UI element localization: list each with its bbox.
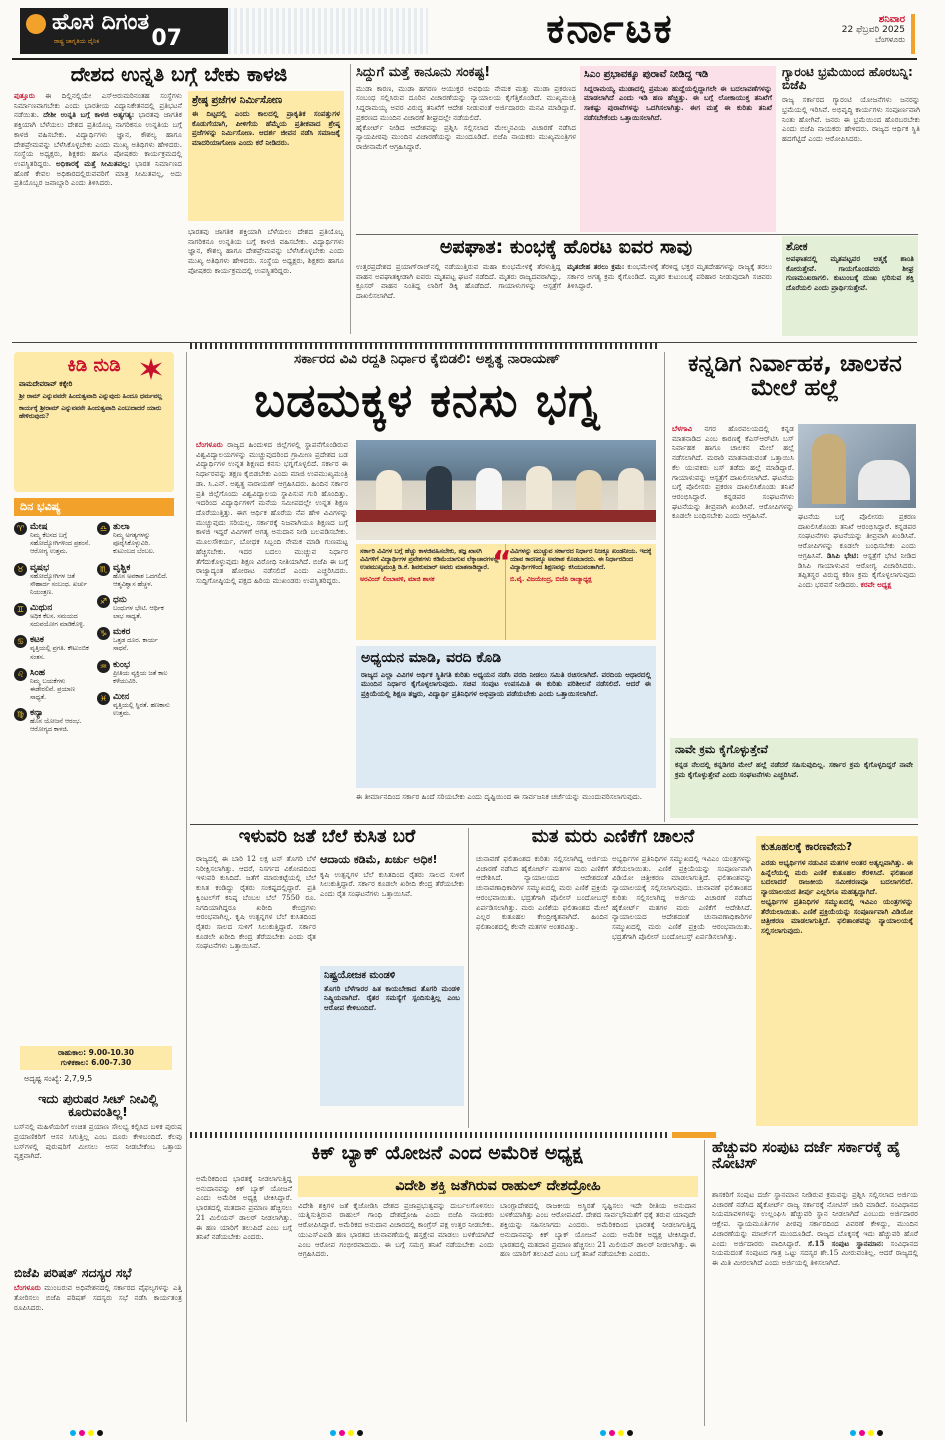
lead-photo bbox=[356, 440, 656, 540]
kidi-line-1: ಶ್ರೀ ರಾಮ್ ಎನ್ನುವವರೇ ಹಿಂದುತ್ವವಾದಿ ಎನ್ನುವುದು ಹಿಂದೂ ಧರ್ಮವಲ್ಲ bbox=[19, 392, 163, 400]
story-conductor-dateline: ಬೆಳಗಾವಿ bbox=[672, 424, 693, 433]
shreshta-body: ಈ ದಿಟ್ಟದಲ್ಲಿ ಎಂದು ಕಾಲದಲ್ಲಿ ಪ್ರಾಕೃತಿಕ ಸಂಪತ್ತುಗಳ ಕೊಡುಗೆಯಾಗಿ, ಪೀಳಿಗೆಯ ಹೆಮ್ಮೆಯ ಪ್ರತೀಕವಾದ ಶ್ರೇಷ್ಠ ಪ್ರಜೆಗಳನ್ನು ನಿರ್ಮಿಸೋಣ. ಆದರ್ಶ ಜೀವನ ನಡೆಸಿ ಸಮಾಜಕ್ಕೆ ಮಾದರಿಯಾಗೋಣ ಎಂದು ಕರೆ ನೀಡಿದರು. bbox=[192, 109, 340, 148]
story-deshada bbox=[14, 64, 344, 334]
story-conductor-body2b: ಘಟನೆಯ ಬಗ್ಗೆ ಪೊಲೀಸರು ಪ್ರಕರಣ ದಾಖಲಿಸಿಕೊಂಡು ತನಿಖೆ ಆರಂಭಿಸಿದ್ದಾರೆ. ಕನ್ನಡಪರ ಸಂಘಟನೆಗಳು ಘಟನೆಯನ್ನು ತೀವ್ರವಾಗಿ ಖಂಡಿಸಿವೆ. ಆರೋಪಿಗಳನ್ನು ಕೂಡಲೇ ಬಂಧಿಸಬೇಕು ಎಂದು ಆಗ್ರಹಿಸಿವೆ. bbox=[798, 512, 916, 560]
horoscope-sign bbox=[97, 522, 174, 557]
story-conductor-body: ನಗರ ಹೊರವಲಯದಲ್ಲಿ ಕನ್ನಡ ಮಾತನಾಡಿದ ಎಂಬ ಕಾರಣಕ್ಕೆ ಕೆಎಸ್ಆರ್‌ಟಿಸಿ ಬಸ್ ನಿರ್ವಾಹಕ ಹಾಗೂ ಚಾಲಕನ ಮೇಲೆ ಹಲ್ಲೆ ನಡೆಸಲಾಗಿದೆ. ಮರಾಠಿ ಮಾತನಾಡುವಂತೆ ಒತ್ತಾಯಿಸಿ ಕೆಲ ಯುವಕರು ಬಸ್ ತಡೆದು ಹಲ್ಲೆ ಮಾಡಿದ್ದಾರೆ. ಗಾಯಾಳುವನ್ನು ಆಸ್ಪತ್ರೆಗೆ ದಾಖಲಿಸಲಾಗಿದೆ. bbox=[672, 424, 794, 482]
kutuhala-box bbox=[756, 836, 918, 1126]
zodiac-icon: ♒ bbox=[97, 660, 110, 673]
lead-study-box bbox=[356, 646, 656, 788]
horoscope-sign-name: ಕುಂಭ bbox=[113, 659, 131, 670]
story-bjp-parishat-body: ಮುಂಬರುವ ಅಧಿವೇಶನದಲ್ಲಿ ಸರ್ಕಾರದ ವೈಫಲ್ಯಗಳನ್ನು ಎತ್ತಿ ತೋರಿಸಲು ಬಿಜೆಪಿ ಪರಿಷತ್ ಸದಸ್ಯರು ಸಭೆ ನಡೆಸಿ ಕಾರ್ಯತಂತ್ರ ರೂಪಿಸಿದರು. bbox=[14, 1283, 182, 1312]
zodiac-icon: ♏ bbox=[97, 563, 110, 576]
kutuhala-body2: ಅಭ್ಯರ್ಥಿಗಳ ಪ್ರತಿನಿಧಿಗಳ ಸಮ್ಮುಖದಲ್ಲಿ ಇವಿಎಂ ಯಂತ್ರಗಳನ್ನು ತೆರೆಯಲಾಯಿತು. ಎಣಿಕೆ ಪ್ರಕ್ರಿಯೆಯನ್ನು ಸಂಪೂರ್ಣವಾಗಿ ವಿಡಿಯೋ ಚಿತ್ರೀಕರಣ ಮಾಡಲಾಗುತ್ತಿದೆ. ಫಲಿತಾಂಶವನ್ನು ನ್ಯಾಯಾಲಯಕ್ಕೆ ಸಲ್ಲಿಸಲಾಗುವುದು. bbox=[761, 896, 913, 936]
horoscope-sign-text: ನಿಮ್ಮ ಅಗತ್ಯಗಳನ್ನು ಪೂರೈಸಿಕೊಳ್ಳುವಿರಿ. ಕುಟುಂಬದ ಬೆಂಬಲ. bbox=[113, 532, 155, 556]
story-guarantee bbox=[782, 66, 920, 232]
lead-kicker: ಸರ್ಕಾರದ ವಿವಿ ರದ್ದತಿ ನಿರ್ಧಾರ ಕೈಬಿಡಲಿ: ಅಶ್ವತ್ಥ ನಾರಾಯಣ್ bbox=[294, 352, 560, 367]
zodiac-icon: ♍ bbox=[14, 708, 27, 721]
lead-dateline: ಬೆಂಗಳೂರು bbox=[196, 440, 223, 449]
story-deshada-body1: ಈ ದಿಲ್ಲಿನಲ್ಲಿಯೇ ಎಸ್ಆರುಮರಿನಂತಹ ಸಂಸ್ಥೆಗಳು ನಿರ್ಮಾಣವಾಗಬೇಕು ಎಂದು ಭಾರತೀಯ ವಿದ್ಯಾನಿಕೇತನದಲ್ಲಿ ಪ್ರತಿಭಟನೆ ನಡೆಯಿತು. bbox=[14, 91, 182, 120]
story-sampatti-body bbox=[712, 1190, 918, 1426]
ilavari-box-body: ತೊಗರಿ ಬೆಳೆಗಾರರ ಹಿತ ಕಾಯಬೇಕಾದ ತೊಗರಿ ಮಂಡಳಿ ನಿಷ್ಕ್ರಿಯವಾಗಿದೆ. ರೈತರ ಸಮಸ್ಯೆಗೆ ಸ್ಪಂದಿಸುತ್ತಿಲ್ಲ ಎಂಬ ಆರೋಪ ಕೇಳಿಬಂದಿದೆ. bbox=[324, 983, 460, 1012]
story-ilavari-col1 bbox=[196, 854, 316, 1124]
lead-headline: ಬಡಮಕ್ಕಳ ಕನಸು ಭಗ್ನ bbox=[253, 376, 601, 427]
zodiac-icon: ♊ bbox=[14, 603, 27, 616]
horoscope-sign bbox=[14, 668, 91, 703]
horoscope-sign-text: ಬಂಧುಗಳ ಭೇಟಿ. ಆರ್ಥಿಕ ಲಾಭ ಸಾಧ್ಯತೆ. bbox=[113, 604, 164, 621]
horoscope-sign-text: ಒತ್ತಡ ದೂರ. ಕಾರ್ಯ ಸಾಧನೆ. bbox=[113, 637, 158, 653]
masthead-date: 22 ಫೆಬ್ರವರಿ 2025 bbox=[841, 25, 905, 35]
horoscope-sign-text: ನಿಮ್ಮ ಬಯಕೆಗಳು ಈಡೇರಲಿವೆ. ಪ್ರಯಾಣ ಸಾಧ್ಯತೆ. bbox=[30, 677, 75, 702]
zodiac-icon: ♎ bbox=[97, 522, 110, 535]
story-accident-sub: ಮೃತದೇಹ ತರಲು ಕ್ರಮ: bbox=[567, 261, 625, 271]
conductor-action-body: ಕನ್ನಡ ನೆಲದಲ್ಲಿ ಕನ್ನಡಿಗರ ಮೇಲೆ ಹಲ್ಲೆ ನಡೆದರೆ ಸಹಿಸುವುದಿಲ್ಲ. ಸರ್ಕಾರ ಕ್ರಮ ಕೈಗೊಳ್ಳದಿದ್ದರೆ ನಾವೇ ಕ್ರಮ ಕೈಗೊಳ್ಳುತ್ತೇವೆ ಎಂದು ಸಂಘಟನೆಗಳು ಎಚ್ಚರಿಸಿವೆ. bbox=[675, 760, 913, 779]
story-matha-body: ಚುನಾವಣೆ ಫಲಿತಾಂಶದ ಕುರಿತು ಸಲ್ಲಿಸಲಾಗಿದ್ದ ಅರ್ಜಿಯ ವಿಚಾರಣೆ ನಡೆಸಿದ ಹೈಕೋರ್ಟ್ ಮತಗಳ ಮರು ಎಣಿಕೆಗೆ ಆದೇಶಿಸಿದೆ. ನ್ಯಾಯಾಲಯದ ಆದೇಶದಂತೆ ಚುನಾವಣಾಧಿಕಾರಿಗಳ ಸಮ್ಮುಖದಲ್ಲಿ ಮರು ಎಣಿಕೆ ಪ್ರಕ್ರಿಯೆ ಆರಂಭವಾಯಿತು. ಭದ್ರತೆಗಾಗಿ ಪೊಲೀಸ್ ಬಂದೋಬಸ್ತ್ ಏರ್ಪಡಿಸಲಾಗಿತ್ತು. bbox=[476, 854, 608, 912]
conductor-action-title: ನಾವೇ ಕ್ರಮ ಕೈಗೊಳ್ಳುತ್ತೇವೆ bbox=[675, 743, 768, 756]
horoscope-sign-name: ತುಲಾ bbox=[113, 522, 130, 532]
horoscope-sign-text: ಪ್ರೀತಿಯ ವ್ಯಕ್ತಿಯ ಜತೆ ಕಾಲ ಕಳೆಯುವಿರಿ. bbox=[113, 669, 168, 685]
conductor-action-box bbox=[670, 738, 918, 818]
horoscope-sign-name: ವೃಶ್ಚಿಕ bbox=[113, 562, 131, 573]
story-ilavari-body2: ಕೃಷಿ ಉತ್ಪನ್ನಗಳ ಬೆಲೆ ಕುಸಿತದಿಂದ ರೈತರು ಸಾಲದ ಸುಳಿಗೆ ಸಿಲುಕುತ್ತಿದ್ದಾರೆ. ಸರ್ಕಾರ ಕೂಡಲೇ ಖರೀದಿ ಕೇಂದ್ರ ತೆರೆಯಬೇಕು ಎಂದು ರೈತ ಸಂಘಟನೆಗಳು ಒತ್ತಾಯಿಸಿವೆ. bbox=[196, 912, 316, 951]
horoscope-sign-text: ನಿಮ್ಮ ಕೆಲಸದ ಬಗ್ಗೆ ಸಹೋದ್ಯೋಗಿಗಳಿಂದ ಪ್ರಶಂಸೆ. ಆರೋಗ್ಯ ಉತ್ತಮ. bbox=[30, 532, 91, 556]
kidi-line-2: ಕಾರ್ಯಕ್ಕೆ ಶ್ರೀರಾಮ್ ಎನ್ನುವವನೇ ಹಿಂದುತ್ವವಾದಿ ಎಂಬುದಾದರೆ ಯಾರು ಹೇಳಿರುವುದು? bbox=[19, 405, 162, 421]
lead-col1-text: ರಾಜ್ಯದ ಹಿಂದುಳಿದ ಜಿಲ್ಲೆಗಳಲ್ಲಿ ಸ್ಥಾಪನೆಗೊಂಡಿರುವ ವಿಶ್ವವಿದ್ಯಾಲಯಗಳನ್ನು ಮುಚ್ಚುವುದರಿಂದ ಗ್ರಾಮೀಣ ಪ್ರದೇಶದ ಬಡ ವಿದ್ಯಾರ್ಥಿಗಳ ಉನ್ನತ ಶಿಕ್ಷಣದ ಕನಸು ಭಗ್ನಗೊಳ್ಳಲಿದೆ. ಸರ್ಕಾರ ಈ ನಿರ್ಧಾರವನ್ನು ತಕ್ಷಣ ಕೈಬಿಡಬೇಕು ಎಂದು ಮಾಜಿ ಉಪಮುಖ್ಯಮಂತ್ರಿ ಡಾ. ಸಿ.ಎನ್. ಅಶ್ವತ್ಥ ನಾರಾಯಣ್ ಆಗ್ರಹಿಸಿದರು. ಹಿಂದಿನ ಸರ್ಕಾರ ಪ್ರತಿ ಜಿಲ್ಲೆಗೊಂದು ವಿಶ್ವವಿದ್ಯಾಲಯ ಸ್ಥಾಪಿಸುವ ಗುರಿ ಹೊಂದಿತ್ತು. ಇದರಿಂದ ವಿದ್ಯಾರ್ಥಿಗಳಿಗೆ ಮನೆಯ ಸಮೀಪದಲ್ಲೇ ಉನ್ನತ ಶಿಕ್ಷಣ ದೊರೆಯುತ್ತಿತ್ತು. ಈಗ ಆರ್ಥಿಕ ಹೊರೆಯ ನೆಪ ಹೇಳಿ ವಿವಿಗಳನ್ನು ಮುಚ್ಚುವುದು ಸರಿಯಲ್ಲ. bbox=[196, 440, 348, 527]
kickback-sub-headline: ವಿದೇಶಿ ಶಕ್ತಿ ಜತೆಗಿರುವ ರಾಹುಲ್ ದೇಶದ್ರೋಹಿ bbox=[298, 1176, 698, 1197]
horoscope-sign-name: ಮಕರ bbox=[113, 627, 131, 638]
story-sampatti-headline: ಹೆಚ್ಚುವರಿ ಸಂಪುಟ ದರ್ಜೆ ಸರ್ಕಾರಕ್ಕೆ ಹೈ ನೋಟಿಸ್ bbox=[712, 1140, 901, 1172]
story-deshada-body2: ಭಾರತವು ಜಾಗತಿಕ ಶಕ್ತಿಯಾಗಿ ಬೆಳೆಯಲು ದೇಶದ ಪ್ರತಿಯೊಬ್ಬ ನಾಗರಿಕನೂ ಉನ್ನತಿಯ ಬಗ್ಗೆ ಕಾಳಜಿ ವಹಿಸಬೇಕು. ವಿದ್ಯಾರ್ಥಿಗಳು ಜ್ಞಾನ, ಕೌಶಲ್ಯ ಹಾಗೂ ದೇಶಪ್ರೇಮವನ್ನು ಬೆಳೆಸಿಕೊಳ್ಳಬೇಕು ಎಂದು ಮುಖ್ಯ ಅತಿಥಿಗಳು ಹೇಳಿದರು. ಸಂಸ್ಥೆಯ ಅಧ್ಯಕ್ಷರು, ಶಿಕ್ಷಕರು ಹಾಗೂ ಪೋಷಕರು ಕಾರ್ಯಕ್ರಮದಲ್ಲಿ ಉಪಸ್ಥಿತರಿದ್ದರು. bbox=[14, 110, 182, 169]
lead-study-body: ರಾಜ್ಯದ ಎಲ್ಲಾ ವಿವಿಗಳ ಆರ್ಥಿಕ ಸ್ಥಿತಿಗತಿ ಕುರಿತು ಅಧ್ಯಯನ ನಡೆಸಿ ವರದಿ ನೀಡಲು ಸಮಿತಿ ರಚಿಸಲಾಗಿದೆ. ವರದಿಯ ಆಧಾರದಲ್ಲಿ ಮುಂದಿನ ನಿರ್ಧಾರ ಕೈಗೊಳ್ಳಲಾಗುವುದು. ಸಚಿವ ಸಂಪುಟ ಉಪಸಮಿತಿ ಈ ಕುರಿತು ಪರಿಶೀಲನೆ ನಡೆಸಲಿದೆ. ಆದರೆ ಈ ಪ್ರಕ್ರಿಯೆಯಲ್ಲಿ ಶಿಕ್ಷಣ ತಜ್ಞರು, ವಿದ್ಯಾರ್ಥಿ ಪ್ರತಿನಿಧಿಗಳ ಅಭಿಪ್ರಾಯ ಪಡೆಯಬೇಕು ಎಂದು ಒತ್ತಾಯಿಸಲಾಗಿದೆ. bbox=[361, 669, 651, 699]
kidi-title: ಕಿಡಿ ನುಡಿ bbox=[67, 355, 121, 376]
zodiac-icon: ♈ bbox=[14, 522, 27, 535]
story-matha-headline: ಮತ ಮರು ಎಣಿಕೆಗೆ ಚಾಲನೆ bbox=[531, 828, 695, 847]
horoscope-sign-text: ಸಹೋದ್ಯೋಗಿಗಳ ಜತೆ ಸೌಹಾರ್ದ ಸಂಬಂಧ. ಖರ್ಚು ನಿಯಂತ್ರಣ. bbox=[30, 572, 88, 596]
story-matha-body3: ಮರು ಎಣಿಕೆಯ ಫಲಿತಾಂಶದ ಮೇಲೆ ಎಲ್ಲರ ಕುತೂಹಲ ಕೇಂದ್ರೀಕೃತವಾಗಿದೆ. ಹಿಂದಿನ ಫಲಿತಾಂಶದಲ್ಲಿ ಕೆಲವೇ ಮತಗಳ ಅಂತರವಿತ್ತು. bbox=[476, 902, 608, 932]
story-kickback-headline: ಕಿಕ್ ಬ್ಯಾಕ್ ಯೋಜನೆ ಎಂದ ಅಮೆರಿಕ ಅಧ್ಯಕ್ಷ bbox=[311, 1144, 583, 1164]
story-sidduge-body2: ಹೈಕೋರ್ಟ್ ನೀಡಿದ ಆದೇಶವನ್ನು ಪ್ರಶ್ನಿಸಿ ಸಲ್ಲಿಸಲಾದ ಮೇಲ್ಮನವಿಯ ವಿಚಾರಣೆ ನಡೆಸಿದ ನ್ಯಾಯಪೀಠವು ಮುಂದಿನ ವಿಚಾರಣೆಯನ್ನು ಮುಂದೂಡಿದೆ. ಬಿಜೆಪಿ ನಾಯಕರು ಮುಖ್ಯಮಂತ್ರಿಗಳ ರಾಜೀನಾಮೆಗೆ ಆಗ್ರಹಿಸಿದ್ದಾರೆ. bbox=[356, 122, 576, 151]
story-sampatti-text2: ನ್ಯಾಯಮೂರ್ತಿಗಳ ಪೀಠವು ಸರ್ಕಾರದಿಂದ ವಿವರಣೆ ಕೇಳಿದ್ದು, ಮುಂದಿನ ವಿಚಾರಣೆಯನ್ನು ಮಾರ್ಚ್‌ಗೆ ಮುಂದೂಡಿದೆ. ರಾಜ್ಯದ ಬೊಕ್ಕಸಕ್ಕೆ ಇದು ಹೆಚ್ಚುವರಿ ಹೊರೆ ಎಂದು ಅರ್ಜಿದಾರರು ವಾದಿಸಿದ್ದಾರೆ. bbox=[712, 1219, 918, 1248]
horoscope-timings bbox=[20, 1046, 172, 1070]
quote-mark-icon: “ bbox=[492, 545, 512, 580]
story-ilavari-headline: ಇಳುವರಿ ಜತೆ ಬೆಲೆ ಕುಸಿತ ಬರೆ bbox=[238, 828, 416, 847]
story-accident-body: ಉತ್ತರಪ್ರದೇಶದ ಪ್ರಯಾಗ್‌ರಾಜ್‌ನಲ್ಲಿ ನಡೆಯುತ್ತಿರುವ ಮಹಾ ಕುಂಭಮೇಳಕ್ಕೆ ತೆರಳುತ್ತಿದ್ದ ವಾಹನ ಅಪಘಾತಕ್ಕೀಡಾಗಿ ಐವರು ಮೃತಪಟ್ಟ ಘಟನೆ ನಡೆದಿದೆ. ಮೃತರು ರಾಜ್ಯದವರಾಗಿದ್ದು, ಕ್ರೂಸರ್ ವಾಹನ ನಿಂತಿದ್ದ ಲಾರಿಗೆ ಡಿಕ್ಕಿ ಹೊಡೆದಿದೆ. ಗಾಯಾಳುಗಳನ್ನು ಆಸ್ಪತ್ರೆಗೆ ದಾಖಲಿಸಲಾಗಿದೆ. bbox=[356, 261, 561, 301]
condolence-title: ಶೋಕ bbox=[786, 240, 808, 253]
story-purushara-headline: ಇದು ಪುರುಷರ ಸೀಟ್ ನೀವಿಲ್ಲಿ ಕೂರುವಂತಿಲ್ಲ! bbox=[38, 1092, 158, 1120]
story-deshada-col2: ಭಾರತವು ಜಾಗತಿಕ ಶಕ್ತಿಯಾಗಿ ಬೆಳೆಯಲು ದೇಶದ ಪ್ರತಿಯೊಬ್ಬ ನಾಗರಿಕನೂ ಉನ್ನತಿಯ ಬಗ್ಗೆ ಕಾಳಜಿ ವಹಿಸಬೇಕು. ವಿದ್ಯಾರ್ಥಿಗಳು ಜ್ಞಾನ, ಕೌಶಲ್ಯ ಹಾಗೂ ದೇಶಪ್ರೇಮವನ್ನು ಬೆಳೆಸಿಕೊಳ್ಳಬೇಕು ಎಂದು ಮುಖ್ಯ ಅತಿಥಿಗಳು ಹೇಳಿದರು. ಸಂಸ್ಥೆಯ ಅಧ್ಯಕ್ಷರು, ಶಿಕ್ಷಕರು ಹಾಗೂ ಪೋಷಕರು ಕಾರ್ಯಕ್ರಮದಲ್ಲಿ ಉಪಸ್ಥಿತರಿದ್ದರು. bbox=[188, 227, 344, 275]
story-ilavari-body: ರಾಜ್ಯದಲ್ಲಿ ಈ ಬಾರಿ 12 ಲಕ್ಷ ಟನ್ ತೊಗರಿ ಬೆಳೆ ನಿರೀಕ್ಷಿಸಲಾಗಿತ್ತು. ಆದರೆ, ನಿಸರ್ಗದ ವಿಕೋಪದಿಂದ ಇಳುವರಿ ಕುಸಿದಿದೆ. ಜತೆಗೆ ಮಾರುಕಟ್ಟೆಯಲ್ಲಿ ಬೆಲೆ ಕುಸಿತ ಕಂಡಿದ್ದು ರೈತರು ಸಂಕಷ್ಟದಲ್ಲಿದ್ದಾರೆ. ಪ್ರತಿ ಕ್ವಿಂಟಲ್‌ಗೆ ಕನಿಷ್ಠ ಬೆಂಬಲ ಬೆಲೆ 7550 ರೂ. ನಿಗದಿಯಾಗಿದ್ದರೂ ಖರೀದಿ ಕೇಂದ್ರಗಳು ಆರಂಭವಾಗಿಲ್ಲ. bbox=[196, 854, 316, 922]
horoscope-sign bbox=[14, 708, 91, 734]
registration-marks-right bbox=[850, 1430, 883, 1436]
cm-evidence-box bbox=[580, 66, 776, 232]
page-number: 07 bbox=[151, 26, 182, 51]
zodiac-icon: ♌ bbox=[14, 668, 27, 681]
story-bjp-parishat bbox=[14, 1266, 182, 1426]
story-matha-body2b: ಚುನಾವಣೆ ಫಲಿತಾಂಶದ ಕುರಿತು ಸಲ್ಲಿಸಲಾಗಿದ್ದ ಅರ್ಜಿಯ ವಿಚಾರಣೆ ನಡೆಸಿದ ಹೈಕೋರ್ಟ್ ಮತಗಳ ಮರು ಎಣಿಕೆಗೆ ಆದೇಶಿಸಿದೆ. ನ್ಯಾಯಾಲಯದ ಆದೇಶದಂತೆ ಚುನಾವಣಾಧಿಕಾರಿಗಳ ಸಮ್ಮುಖದಲ್ಲಿ ಮರು ಎಣಿಕೆ ಪ್ರಕ್ರಿಯೆ ಆರಂಭವಾಯಿತು. ಭದ್ರತೆಗಾಗಿ ಪೊಲೀಸ್ ಬಂದೋಬಸ್ತ್ ಏರ್ಪಡಿಸಲಾಗಿತ್ತು. bbox=[612, 883, 752, 941]
zodiac-icon: ♋ bbox=[14, 635, 27, 648]
masthead-stripe bbox=[228, 8, 428, 54]
story-purushara bbox=[14, 1092, 182, 1262]
registration-marks-center bbox=[330, 1430, 363, 1436]
logo-text: ಹೊಸ ದಿಗಂತ bbox=[52, 10, 150, 35]
lucky-number: ಅದೃಷ್ಟ ಸಂಖ್ಯೆ: 2,7,9,5 bbox=[24, 1074, 93, 1083]
lead-tail: ಈ ತೀರ್ಮಾನದಿಂದ ಸರ್ಕಾರ ಹಿಂದೆ ಸರಿಯಬೇಕು ಎಂದು ದೃಷ್ಟಿಯಿಂದ ಈ ಸಾರ್ವಜನಿಕ ಚರ್ಚೆಯನ್ನು ಮುಂದುವರಿಸಲಾಗುವುದು. bbox=[356, 792, 643, 801]
cm-evidence-headline: ಸಿಎಂ ಪ್ರಭಾವಕ್ಕೂ ಪುರಾವೆ ನೀಡಿದ್ದ ಇಡಿ bbox=[584, 69, 709, 80]
story-accident bbox=[356, 238, 776, 336]
kickback-sub-body2: ಬಾಂಗ್ಲಾದೇಶದಲ್ಲಿ ರಾಜಕೀಯ ಅಸ್ಥಿರತೆ ಸೃಷ್ಟಿಸಲು ಇದೇ ರೀತಿಯ ಅನುದಾನ ಬಳಕೆಯಾಗಿತ್ತು ಎಂಬ ಆರೋಪವಿದೆ. ದೇಶದ ಸಾರ್ವಭೌಮತೆಗೆ ಧಕ್ಕೆ ತರುವ ಯಾವುದೇ ಶಕ್ತಿಯನ್ನು ಸಹಿಸಲಾಗದು ಎಂದರು. bbox=[500, 1200, 696, 1230]
kidi-author: ವಾಮದೇವರಾವ್ ಕಕ್ಕೇರಿ bbox=[19, 379, 73, 388]
masthead-day: ಶನಿವಾರ bbox=[878, 14, 905, 25]
kickback-sub-body-cont: ಅಮೆರಿಕದಿಂದ ಭಾರತಕ್ಕೆ ನೀಡಲಾಗುತ್ತಿದ್ದ ಅನುದಾನವನ್ನು ಕಿಕ್ ಬ್ಯಾಕ್ ಯೋಜನೆ ಎಂದು ಅಮೆರಿಕ ಅಧ್ಯಕ್ಷ ಟೀಕಿಸಿದ್ದಾರೆ. ಭಾರತದಲ್ಲಿ ಮತದಾನ ಪ್ರಮಾಣ ಹೆಚ್ಚಿಸಲು 21 ಮಿಲಿಯನ್ ಡಾಲರ್ ನೀಡಲಾಗಿತ್ತು. ಈ ಹಣ ಯಾರಿಗೆ ತಲುಪಿದೆ ಎಂಬ ಬಗ್ಗೆ ತನಿಖೆ ನಡೆಯಬೇಕು ಎಂದರು. bbox=[500, 1220, 696, 1259]
horoscope-sign-name: ವೃಷಭ bbox=[30, 562, 50, 573]
story-bjp-parishat-dateline: ಬೆಂಗಳೂರು bbox=[14, 1283, 41, 1293]
story-ilavari-col2: ಕೃಷಿ ಉತ್ಪನ್ನಗಳ ಬೆಲೆ ಕುಸಿತದಿಂದ ರೈತರು ಸಾಲದ ಸುಳಿಗೆ ಸಿಲುಕುತ್ತಿದ್ದಾರೆ. ಸರ್ಕಾರ ಕೂಡಲೇ ಖರೀದಿ ಕೇಂದ್ರ ತೆರೆಯಬೇಕು ಎಂದು ರೈತ ಸಂಘಟನೆಗಳು ಒತ್ತಾಯಿಸಿವೆ. bbox=[320, 869, 464, 898]
zodiac-icon: ♓ bbox=[97, 692, 110, 705]
kutuhala-body: ಎರಡು ಅಭ್ಯರ್ಥಿಗಳ ನಡುವಿನ ಮತಗಳ ಅಂತರ ಅತ್ಯಲ್ಪವಾಗಿತ್ತು. ಈ ಹಿನ್ನೆಲೆಯಲ್ಲಿ ಮರು ಎಣಿಕೆ ಕುತೂಹಲ ಕೆರಳಿಸಿದೆ. ಫಲಿತಾಂಶ ಬದಲಾದರೆ ರಾಜಕೀಯ ಸಮೀಕರಣವೂ ಬದಲಾಗಲಿದೆ. ನ್ಯಾಯಾಲಯದ ತೀರ್ಪು ಎಲ್ಲರಿಗೂ ಮಹತ್ವದ್ದಾಗಿದೆ. bbox=[761, 858, 913, 897]
registration-marks-mid bbox=[600, 1430, 633, 1436]
story-purushara-body: ಬಸ್‌ನಲ್ಲಿ ಮಹಿಳೆಯರಿಗೆ ಉಚಿತ ಪ್ರಯಾಣ ಸೌಲಭ್ಯ ಕಲ್ಪಿಸಿದ ಬಳಿಕ ಪುರುಷ ಪ್ರಯಾಣಿಕರಿಗೆ ಆಸನ ಸಿಗುತ್ತಿಲ್ಲ ಎಂಬ ದೂರು ಕೇಳಿಬಂದಿದೆ. ಕೆಲವು ಬಸ್‌ಗಳಲ್ಲಿ ಪುರುಷರಿಗೆ ಮೀಸಲು ಆಸನ ನೀಡಬೇಕೆಂಬ ಒತ್ತಾಯ ವ್ಯಕ್ತವಾಗಿದೆ. bbox=[14, 1122, 182, 1161]
story-matha-body2: ಅಭ್ಯರ್ಥಿಗಳ ಪ್ರತಿನಿಧಿಗಳ ಸಮ್ಮುಖದಲ್ಲಿ ಇವಿಎಂ ಯಂತ್ರಗಳನ್ನು ತೆರೆಯಲಾಯಿತು. ಎಣಿಕೆ ಪ್ರಕ್ರಿಯೆಯನ್ನು ಸಂಪೂರ್ಣವಾಗಿ ವಿಡಿಯೋ ಚಿತ್ರೀಕರಣ ಮಾಡಲಾಗುತ್ತಿದೆ. ಫಲಿತಾಂಶವನ್ನು ನ್ಯಾಯಾಲಯಕ್ಕೆ ಸಲ್ಲಿಸಲಾಗುವುದು. bbox=[612, 854, 752, 893]
logo-flame-icon bbox=[26, 14, 46, 34]
horoscope-sign bbox=[14, 603, 91, 629]
horoscope-sign bbox=[97, 627, 174, 653]
horoscope-sign bbox=[14, 635, 91, 661]
horoscope-sign-name: ಮಿಥುನ bbox=[30, 603, 53, 614]
horoscope-sign bbox=[97, 660, 174, 686]
horoscope-sign bbox=[14, 522, 91, 557]
horoscope-sign-text: ಹೊಸ ಯೋಜನೆ ಆರಂಭ. ಆರೋಗ್ಯದ ಕಾಳಜಿ. bbox=[30, 718, 82, 734]
kickback-sub-body: ವಿದೇಶಿ ಶಕ್ತಿಗಳ ಜತೆ ಕೈಜೋಡಿಸಿ ದೇಶದ ಪ್ರಜಾಪ್ರಭುತ್ವವನ್ನು ದುರ್ಬಲಗೊಳಿಸಲು ಯತ್ನಿಸುತ್ತಿರುವ ರಾಹುಲ್ ಗಾಂಧಿ ದೇಶದ್ರೋಹಿ ಎಂದು ಬಿಜೆಪಿ ನಾಯಕರು ಆರೋಪಿಸಿದ್ದಾರೆ. ಅಮೆರಿಕದ ಅನುದಾನ ವಿಚಾರದಲ್ಲಿ ಕಾಂಗ್ರೆಸ್ ಪಕ್ಷ ಉತ್ತರ ನೀಡಬೇಕು. ಯುಎಸ್ಎಐಡಿ ಹಣ ಭಾರತದ ಚುನಾವಣೆಯಲ್ಲಿ ಹಸ್ತಕ್ಷೇಪ ಮಾಡಲು ಬಳಕೆಯಾಗಿದೆ ಎಂಬ ಆರೋಪ ಗಂಭೀರವಾದುದು. ಈ ಬಗ್ಗೆ ಸಮಗ್ರ ತನಿಖೆ ನಡೆಯಬೇಕು ಎಂದು ಆಗ್ರಹಿಸಿದರು. bbox=[298, 1200, 494, 1259]
zodiac-icon: ♉ bbox=[14, 563, 27, 576]
lead-col1 bbox=[196, 440, 348, 820]
horoscope-sign-text: ಹೊಸ ಅವಕಾಶ ಒದಗಲಿದೆ. ಆತ್ಮವಿಶ್ವಾಸ ಹೆಚ್ಚಳ. bbox=[113, 572, 168, 588]
masthead-rule bbox=[12, 58, 917, 60]
horoscope-sign bbox=[97, 563, 174, 589]
story-accident-headline: ಅಪಘಾತ: ಕುಂಭಕ್ಕೆ ಹೊರಟ ಐವರ ಸಾವು bbox=[439, 238, 693, 258]
kidi-box bbox=[14, 352, 174, 492]
story-deshada-sub2: ಅಧಿಕಾರಕ್ಕೆ ಮತ್ತೆ ಸೀಮಿತವಲ್ಲ: bbox=[56, 159, 131, 169]
zodiac-icon: ♐ bbox=[97, 595, 110, 608]
horoscope-sign-name: ಕನ್ಯಾ bbox=[30, 708, 44, 719]
ilavari-box-title: ನಿಷ್ಪ್ರಯೋಜಕ ಮಂಡಳಿ bbox=[324, 969, 396, 981]
shreshta-box bbox=[188, 91, 344, 221]
shreshta-title: ಶ್ರೇಷ್ಠ ಪ್ರಜೆಗಳ ನಿರ್ಮಿಸೋಣ bbox=[192, 95, 283, 106]
story-conductor-col1 bbox=[672, 424, 794, 724]
condolence-box bbox=[782, 236, 918, 336]
masthead-logo bbox=[20, 8, 230, 54]
story-guarantee-headline: ಗ್ಯಾರಂಟಿ ಭ್ರಮೆಯಿಂದ ಹೊರಬನ್ನಿ: ಬಿಜೆಪಿ bbox=[782, 66, 913, 92]
horoscope-grid bbox=[14, 522, 174, 1042]
masthead-city: ಬೆಂಗಳೂರು bbox=[875, 35, 905, 44]
kutuhala-title: ಕುತೂಹಲಕ್ಕೆ ಕಾರಣವೇನು? bbox=[761, 841, 853, 853]
condolence-body: ಅಪಘಾತದಲ್ಲಿ ಮೃತಪಟ್ಟವರ ಆತ್ಮಕ್ಕೆ ಶಾಂತಿ ಕೋರುತ್ತೇವೆ. ಗಾಯಗೊಂಡವರು ಶೀಘ್ರ ಗುಣಮುಖರಾಗಲಿ. ಕುಟುಂಬಕ್ಕೆ ದುಃಖ ಭರಿಸುವ ಶಕ್ತಿ ದೊರೆಯಲಿ ಎಂದು ಪ್ರಾರ್ಥಿಸುತ್ತೇವೆ. bbox=[786, 254, 914, 293]
story-conductor-body3: ಆಸ್ಪತ್ರೆಗೆ ಭೇಟಿ ನೀಡಿದ ಡಿಸಿಪಿ ಗಾಯಾಳುವಿನ ಆರೋಗ್ಯ ವಿಚಾರಿಸಿದರು. ತಪ್ಪಿತಸ್ಥರ ವಿರುದ್ಧ ಕಠಿಣ ಕ್ರಮ ಕೈಗೊಳ್ಳಲಾಗುವುದು ಎಂದು ಭರವಸೆ ನೀಡಿದರು. bbox=[798, 550, 916, 590]
horoscope-sign-text: ವೃತ್ತಿಯಲ್ಲಿ ಸ್ಥಿರತೆ. ಹಣಕಾಸು ಉತ್ತಮ. bbox=[113, 701, 170, 718]
story-conductor-headline: ಕನ್ನಡಿಗ ನಿರ್ವಾಹಕ, ಚಾಲಕನ ಮೇಲೆ ಹಲ್ಲೆ bbox=[688, 352, 902, 402]
horoscope-sign bbox=[14, 563, 91, 598]
story-sampatti-sub: ಸೆ.15 ಸಂಪುಟ ಸ್ಥಾನಮಾನ: bbox=[807, 1238, 884, 1248]
story-kickback-body: ಅಮೆರಿಕದಿಂದ ಭಾರತಕ್ಕೆ ನೀಡಲಾಗುತ್ತಿದ್ದ ಅನುದಾನವನ್ನು ಕಿಕ್ ಬ್ಯಾಕ್ ಯೋಜನೆ ಎಂದು ಅಮೆರಿಕ ಅಧ್ಯಕ್ಷ ಟೀಕಿಸಿದ್ದಾರೆ. ಭಾರತದಲ್ಲಿ ಮತದಾನ ಪ್ರಮಾಣ ಹೆಚ್ಚಿಸಲು 21 ಮಿಲಿಯನ್ ಡಾಲರ್ ನೀಡಲಾಗಿತ್ತು. ಈ ಹಣ ಯಾರಿಗೆ ತಲುಪಿದೆ ಎಂಬ ಬಗ್ಗೆ ತನಿಖೆ ನಡೆಯಬೇಕು ಎಂದರು. bbox=[196, 1174, 292, 1242]
story-conductor-body2: ಘಟನೆಯ ಬಗ್ಗೆ ಪೊಲೀಸರು ಪ್ರಕರಣ ದಾಖಲಿಸಿಕೊಂಡು ತನಿಖೆ ಆರಂಭಿಸಿದ್ದಾರೆ. ಕನ್ನಡಪರ ಸಂಘಟನೆಗಳು ಘಟನೆಯನ್ನು ತೀವ್ರವಾಗಿ ಖಂಡಿಸಿವೆ. ಆರೋಪಿಗಳನ್ನು ಕೂಡಲೇ ಬಂಧಿಸಬೇಕು ಎಂದು ಆಗ್ರಹಿಸಿವೆ. bbox=[672, 472, 794, 521]
story-conductor-sub: ಡಿಸಿಪಿ ಭೇಟಿ: bbox=[826, 550, 859, 560]
story-kickback-col1 bbox=[196, 1174, 292, 1424]
horoscope-sign bbox=[97, 692, 174, 718]
lead-quote1-by: ಅರವಿಂದ್ ಲಿಂಬಾವಳಿ, ಮಾಜಿ ಶಾಸಕ bbox=[360, 575, 435, 583]
masthead-date-block bbox=[790, 14, 915, 54]
story-sampatti-text: ಶಾಸಕರಿಗೆ ಸಂಪುಟ ದರ್ಜೆ ಸ್ಥಾನಮಾನ ನೀಡಿರುವ ಕ್ರಮವನ್ನು ಪ್ರಶ್ನಿಸಿ ಸಲ್ಲಿಸಲಾದ ಅರ್ಜಿಯ ವಿಚಾರಣೆ ನಡೆಸಿದ ಹೈಕೋರ್ಟ್ ರಾಜ್ಯ ಸರ್ಕಾರಕ್ಕೆ ನೋಟಿಸ್ ಜಾರಿ ಮಾಡಿದೆ. ಸಂವಿಧಾನದ ನಿಯಮಾವಳಿಗಳನ್ನು ಉಲ್ಲಂಘಿಸಿ ಹೆಚ್ಚುವರಿ ಸ್ಥಾನ ನೀಡಲಾಗಿದೆ ಎಂಬುದು ಅರ್ಜಿದಾರರ ಆಕ್ಷೇಪ. bbox=[712, 1190, 918, 1229]
horoscope-sign-name: ಮೇಷ bbox=[30, 522, 48, 532]
guli-kala: ಗುಳಿಕಕಾಲ: 6.00-7.30 bbox=[60, 1058, 132, 1067]
horoscope-sign-name: ಮೀನ bbox=[113, 691, 130, 702]
conductor-photo bbox=[798, 424, 916, 508]
story-sidduge-body: ಮುಡಾ ಕಾರಣ, ಮುಡಾ ಹಗರಣ ಆಯುಕ್ತರ ಅವಧಿಯ ನೇಮಕ ಮತ್ತು ಮುಡಾ ಪ್ರಕರಣದ ಸಂಬಂಧ ಸಲ್ಲಿಸಿರುವ ದೂರಿನ ವಿಚಾರಣೆಯನ್ನು ನ್ಯಾಯಾಲಯ ಕೈಗೆತ್ತಿಕೊಂಡಿದೆ. ಮುಖ್ಯಮಂತ್ರಿ ಸಿದ್ದರಾಮಯ್ಯ ಅವರ ವಿರುದ್ಧ ತನಿಖೆಗೆ ಆದೇಶ ನೀಡುವಂತೆ ಅರ್ಜಿದಾರರು ಮನವಿ ಮಾಡಿದ್ದಾರೆ. ಪ್ರಕರಣದ ಮುಂದಿನ ವಿಚಾರಣೆ ಶೀಘ್ರದಲ್ಲೇ ನಡೆಯಲಿದೆ. bbox=[356, 83, 576, 122]
zodiac-icon: ♑ bbox=[97, 627, 110, 640]
story-bjp-parishat-headline: ಬಿಜೆಪಿ ಪರಿಷತ್ ಸದಸ್ಯರ ಸಭೆ bbox=[14, 1266, 132, 1280]
horoscope-sign-text: ಅಧಿಕ ಕೆಲಸ. ಸಮಯದ ಸದುಪಯೋಗ ಮಾಡಿಕೊಳ್ಳಿ. bbox=[30, 613, 85, 629]
lead-col1-text-cont: ಸರ್ಕಾರಕ್ಕೆ ನಿಜವಾಗಿಯೂ ಶಿಕ್ಷಣದ ಬಗ್ಗೆ ಕಾಳಜಿ ಇದ್ದರೆ ವಿವಿಗಳಿಗೆ ಅಗತ್ಯ ಅನುದಾನ ನೀಡಿ ಬಲಪಡಿಸಬೇಕು. ಮೂಲಸೌಕರ್ಯ, ಬೋಧಕ ಸಿಬ್ಬಂದಿ ನೇಮಕ ಮಾಡಿ ಗುಣಮಟ್ಟ ಹೆಚ್ಚಿಸಬೇಕು. ಇದರ ಬದಲು ಮುಚ್ಚುವ ನಿರ್ಧಾರ ತೆಗೆದುಕೊಳ್ಳುವುದು ಶಿಕ್ಷಣ ವಿರೋಧಿ ನೀತಿಯಾಗಿದೆ. ಬಿಜೆಪಿ ಈ ಬಗ್ಗೆ ರಾಜ್ಯಾದ್ಯಂತ ಹೋರಾಟ ನಡೆಸಲಿದೆ ಎಂದು ಎಚ್ಚರಿಸಿದರು. ಸುದ್ದಿಗೋಷ್ಠಿಯಲ್ಲಿ ಪಕ್ಷದ ಹಿರಿಯ ಮುಖಂಡರು ಉಪಸ್ಥಿತರಿದ್ದರು. bbox=[196, 517, 348, 586]
horoscope-sign bbox=[97, 595, 174, 621]
story-deshada-body3: ಭಾರತ ನಿರ್ಮಾಣದ ಹೊಣೆ ಕೇವಲ ಅಧಿಕಾರದಲ್ಲಿರುವವರಿಗೆ ಮಾತ್ರ ಸೀಮಿತವಲ್ಲ, ಅದು ಪ್ರತಿಯೊಬ್ಬರ ಜವಾಬ್ದಾರಿ ಎಂದು ತಿಳಿಸಿದರು. bbox=[14, 159, 182, 188]
story-matha-col1 bbox=[476, 854, 608, 1126]
lead-quote2: ವಿವಿಗಳನ್ನು ಮುಚ್ಚುವ ಸರ್ಕಾರದ ನಿರ್ಧಾರ ನಿಜಕ್ಕೂ ಖಂಡನೀಯ. ಇದಕ್ಕೆ ಯಾವ ಕಾರಣಕ್ಕೂ ಅವಕಾಶ ಕೊಡಬಾರದು. ಈ ನಿರ್ಧಾರದಿಂದ ವಿದ್ಯಾರ್ಥಿಗಳಿಂದ ಶಿಕ್ಷಣವನ್ನು ಕಸಿಯುವಂತಾಗಿದೆ. bbox=[510, 548, 652, 572]
kickback-sub-box bbox=[298, 1176, 698, 1426]
horoscope-header: ದಿನ ಭವಿಷ್ಯ bbox=[14, 498, 174, 516]
story-sidduge-headline: ಸಿದ್ದುಗೆ ಮತ್ತೆ ಕಾನೂನು ಸಂಕಷ್ಟ! bbox=[356, 66, 491, 80]
registration-marks-left bbox=[70, 1430, 103, 1436]
lead-quotes bbox=[356, 544, 656, 640]
horoscope-sign-name: ಕಟಕ bbox=[30, 635, 44, 646]
story-conductor-col2 bbox=[798, 512, 916, 724]
horoscope-sign-name: ಧನು bbox=[113, 594, 127, 605]
story-guarantee-body: ರಾಜ್ಯ ಸರ್ಕಾರದ ಗ್ಯಾರಂಟಿ ಯೋಜನೆಗಳು ಜನರನ್ನು ಭ್ರಮೆಯಲ್ಲಿ ಇರಿಸಿವೆ. ಅಭಿವೃದ್ಧಿ ಕಾರ್ಯಗಳು ಸಂಪೂರ್ಣವಾಗಿ ನಿಂತು ಹೋಗಿವೆ. ಜನರು ಈ ಭ್ರಮೆಯಿಂದ ಹೊರಬರಬೇಕು ಎಂದು ಬಿಜೆಪಿ ನಾಯಕರು ಹೇಳಿದರು. ರಾಜ್ಯದ ಆರ್ಥಿಕ ಸ್ಥಿತಿ ಹದಗೆಟ್ಟಿದೆ ಎಂದು ಆರೋಪಿಸಿದರು. bbox=[782, 95, 920, 144]
cm-evidence-body: ಸಿದ್ದರಾಮಯ್ಯ ಮುಡಾದಲ್ಲಿ ಪ್ರಮುಖ ಹುದ್ದೆಯಲ್ಲಿದ್ದಾಗಲೇ ಈ ಬದಲಾವಣೆಗಳನ್ನು ಮಾಡಲಾಗಿದೆ ಎಂದು ಇಡಿ ಹಣ ಹೆಚ್ಚಿತ್ತು. ಈ ಬಗ್ಗೆ ಲೋಕಾಯುಕ್ತ ತನಿಖೆಗೆ ಸಾಕಷ್ಟು ಪುರಾವೆಗಳನ್ನು ಒದಗಿಸಲಾಗಿತ್ತು. ಈಗ ಮತ್ತೆ ಈ ಕುರಿತು ತನಿಖೆ ನಡೆಸಬೇಕೆಂದು ಒತ್ತಾಯಿಸಲಾಗಿದೆ. bbox=[584, 83, 772, 122]
ilavari-box bbox=[320, 966, 464, 1106]
horoscope-sign-text: ವೃತ್ತಿಯಲ್ಲಿ ಪ್ರಗತಿ. ಕೌಟುಂಬಿಕ ಸಂತಸ. bbox=[30, 645, 89, 661]
lead-quote2-by: ಬಿ.ವೈ. ವಿಜಯೇಂದ್ರ, ಬಿಜೆಪಿ ರಾಜ್ಯಾಧ್ಯಕ್ಷ bbox=[510, 575, 592, 583]
section-title: ಕರ್ನಾಟಕ bbox=[546, 8, 674, 52]
story-matha-col2 bbox=[612, 854, 752, 1126]
story-accident-body2: ಕುಂಭಮೇಳಕ್ಕೆ ತೆರಳಿದ್ದ ಭಕ್ತರ ಮೃತದೇಹಗಳನ್ನು ರಾಜ್ಯಕ್ಕೆ ತರಲು ಸರ್ಕಾರ ಅಗತ್ಯ ಕ್ರಮ ಕೈಗೊಂಡಿದೆ. ಮೃತರ ಕುಟುಂಬಕ್ಕೆ ಪರಿಹಾರ ನೀಡುವುದಾಗಿ ಸಚಿವರು ತಿಳಿಸಿದ್ದಾರೆ. bbox=[567, 261, 772, 291]
story-deshada-sub1: ದೇಶೀ ಉನ್ನತಿ ಬಗ್ಗೆ ಕಾಳಜಿ ಅತ್ಯಗತ್ಯ: bbox=[43, 110, 135, 120]
story-ilavari-sub: ಆದಾಯ ಕಡಿಮೆ, ಖರ್ಚು ಅಧಿಕ! bbox=[320, 854, 438, 866]
logo-tagline: ರಾಷ್ಟ್ರ ಜಾಗೃತಿಯ ದೈನಿಕ bbox=[54, 38, 100, 45]
story-sampatti-text3: ಸಂವಿಧಾನದ ನಿಯಮದಂತೆ ಸಂಪುಟದ ಗಾತ್ರ ಒಟ್ಟು ಸದಸ್ಯರ ಶೇ.15 ಮೀರುವಂತಿಲ್ಲ. ಆದರೆ ರಾಜ್ಯದಲ್ಲಿ ಈ ಮಿತಿ ಮೀರಲಾಗಿದೆ ಎಂದು ಅರ್ಜಿಯಲ್ಲಿ ತಿಳಿಸಲಾಗಿದೆ. bbox=[712, 1238, 918, 1268]
story-deshada-headline: ದೇಶದ ಉನ್ನತಿ ಬಗ್ಗೆ ಬೇಕು ಕಾಳಜಿ bbox=[70, 64, 288, 86]
story-conductor-byline: ಕರವೇ ಅಧ್ಯಕ್ಷ bbox=[860, 580, 892, 590]
story-deshada-dateline: ಪುತ್ತೂರು bbox=[14, 91, 35, 100]
lead-study-title: ಅಧ್ಯಯನ ಮಾಡಿ, ವರದಿ ಕೊಡಿ bbox=[361, 650, 502, 666]
horoscope-sign-name: ಸಿಂಹ bbox=[30, 667, 46, 678]
story-sidduge bbox=[356, 66, 576, 232]
lead-quote1: ಸರ್ಕಾರಿ ವಿವಿಗಳ ಬಗ್ಗೆ ಹೆಚ್ಚು ಕಾಳಜಿವಹಿಸಬೇಕು, ತಜ್ಞ ಖಾಸಗಿ ವಿವಿಗಳಿಗೆ ವಿದ್ಯಾರ್ಥಿಗಳ ಪ್ರವೇಶಗಳು ಕಡಿಮೆಯಾಗುವ ಲೆಕ್ಕಾಚಾರಗಳಲ್ಲಿ ಉಪಮುಖ್ಯಮಂತ್ರಿ ಡಿ.ಕೆ. ಶಿವಕುಮಾರ್ ಅವರು ಮಾತನಾಡಿದ್ದಾರೆ. bbox=[360, 548, 499, 572]
rahu-kala: ರಾಹುಕಾಲ: 9.00-10.30 bbox=[57, 1048, 135, 1057]
